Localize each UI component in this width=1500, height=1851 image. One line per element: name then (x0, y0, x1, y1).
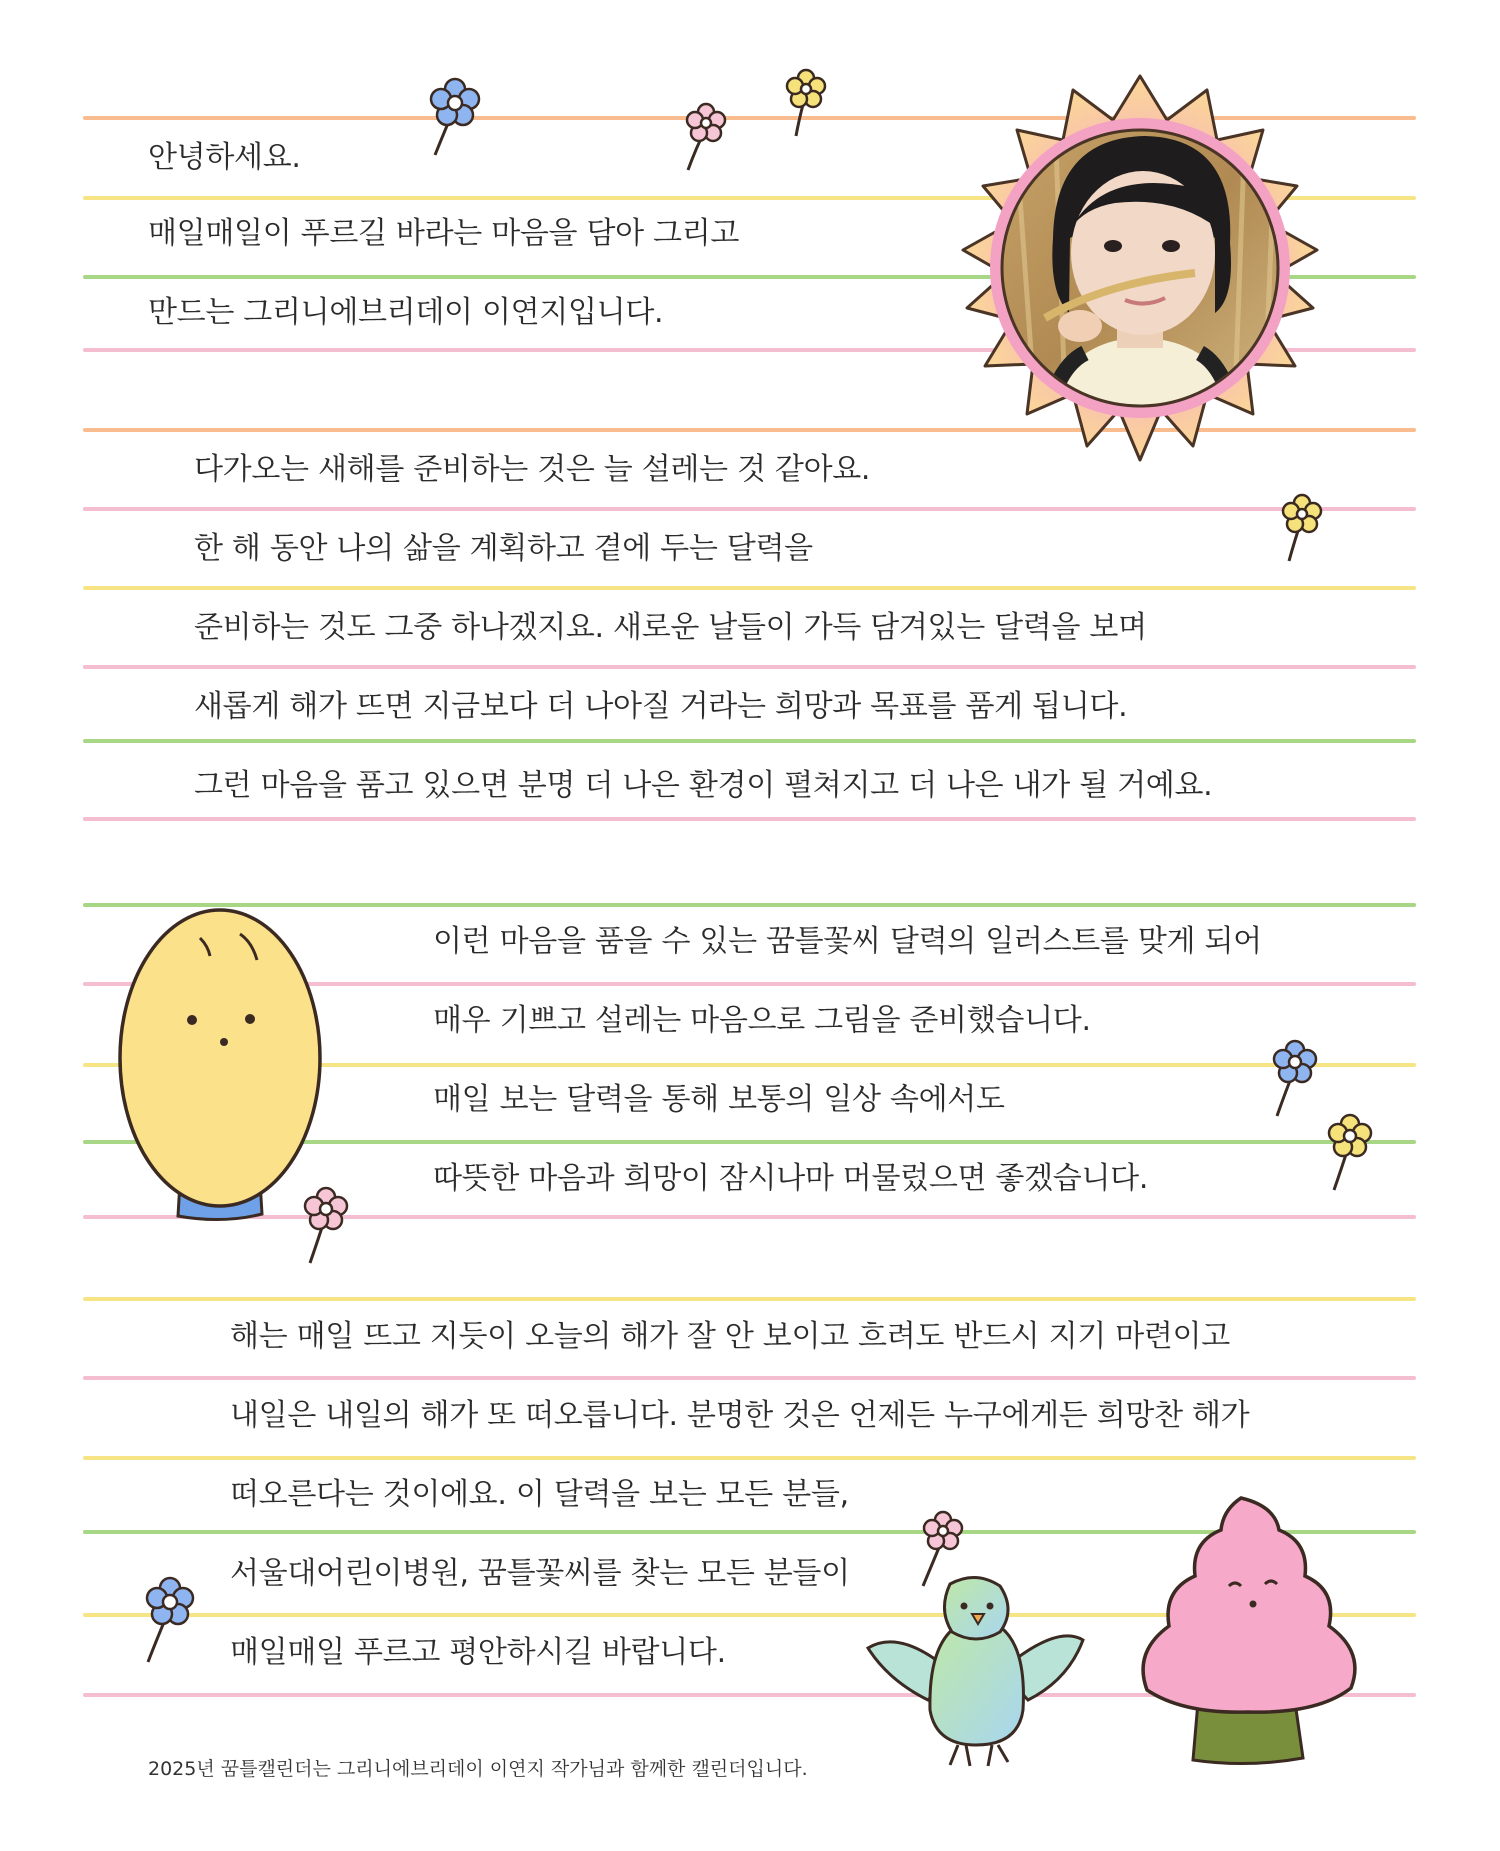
sun-photo-frame (945, 68, 1335, 468)
ruled-line (83, 586, 1416, 590)
paragraph2-line-3: 준비하는 것도 그중 하나겠지요. 새로운 날들이 가득 담겨있는 달력을 보며 (194, 610, 1147, 645)
intro-line-2: 매일매일이 푸르길 바라는 마음을 담아 그리고 (148, 216, 740, 251)
paragraph3-line-1: 이런 마음을 품을 수 있는 꿈틀꽃씨 달력의 일러스트를 맞게 되어 (433, 924, 1262, 959)
intro-line-3: 만드는 그리니에브리데이 이연지입니다. (148, 295, 664, 330)
ruled-line (83, 817, 1416, 821)
paragraph4-line-3: 떠오른다는 것이에요. 이 달력을 보는 모든 분들, (230, 1477, 849, 1512)
pink-tree-character (1123, 1492, 1373, 1772)
paragraph3-line-2: 매우 기쁘고 설레는 마음으로 그림을 준비했습니다. (433, 1003, 1091, 1038)
flower-icon (1265, 1038, 1323, 1120)
paragraph4-line-5: 매일매일 푸르고 평안하시길 바랍니다. (230, 1635, 726, 1670)
flower-icon (1320, 1112, 1380, 1194)
flower-icon (676, 102, 732, 174)
paragraph2-line-1: 다가오는 새해를 준비하는 것은 늘 설레는 것 같아요. (194, 452, 871, 487)
paragraph2-line-2: 한 해 동안 나의 삶을 계획하고 곁에 두는 달력을 (194, 531, 813, 566)
ruled-line (83, 1456, 1416, 1460)
paragraph4-line-1: 해는 매일 뜨고 지듯이 오늘의 해가 잘 안 보이고 흐려도 반드시 지기 마련이고 (230, 1319, 1230, 1354)
bird-character (868, 1570, 1088, 1770)
footer-credit: 2025년 꿈틀캘린더는 그리니에브리데이 이연지 작가님과 함께한 캘린더입니다. (148, 1758, 808, 1780)
paragraph4-line-4: 서울대어린이병원, 꿈틀꽃씨를 찾는 모든 분들이 (230, 1556, 850, 1591)
flower-icon (140, 1576, 200, 1666)
flower-icon (425, 75, 485, 160)
flower-icon (298, 1185, 354, 1267)
paragraph4-line-2: 내일은 내일의 해가 또 떠오릅니다. 분명한 것은 언제든 누구에게든 희망찬 해가 (230, 1398, 1250, 1433)
paragraph3-line-4: 따뜻한 마음과 희망이 잠시나마 머물렀으면 좋겠습니다. (433, 1161, 1149, 1196)
paragraph2-line-5: 그런 마음을 품고 있으면 분명 더 나은 환경이 펼쳐지고 더 나은 내가 될 거예요. (194, 768, 1213, 803)
ruled-line (83, 665, 1416, 669)
flower-icon (915, 1510, 969, 1590)
flower-icon (780, 68, 832, 140)
flower-icon (1277, 493, 1327, 565)
ruled-line (83, 1297, 1416, 1301)
paragraph3-line-3: 매일 보는 달력을 통해 보통의 일상 속에서도 (433, 1082, 1005, 1117)
intro-line-1: 안녕하세요. (148, 140, 301, 175)
ruled-line (83, 1376, 1416, 1380)
ruled-line (83, 507, 1416, 511)
ruled-line (83, 739, 1416, 743)
paragraph2-line-4: 새롭게 해가 뜨면 지금보다 더 나아질 거라는 희망과 목표를 품게 됩니다. (194, 689, 1128, 724)
